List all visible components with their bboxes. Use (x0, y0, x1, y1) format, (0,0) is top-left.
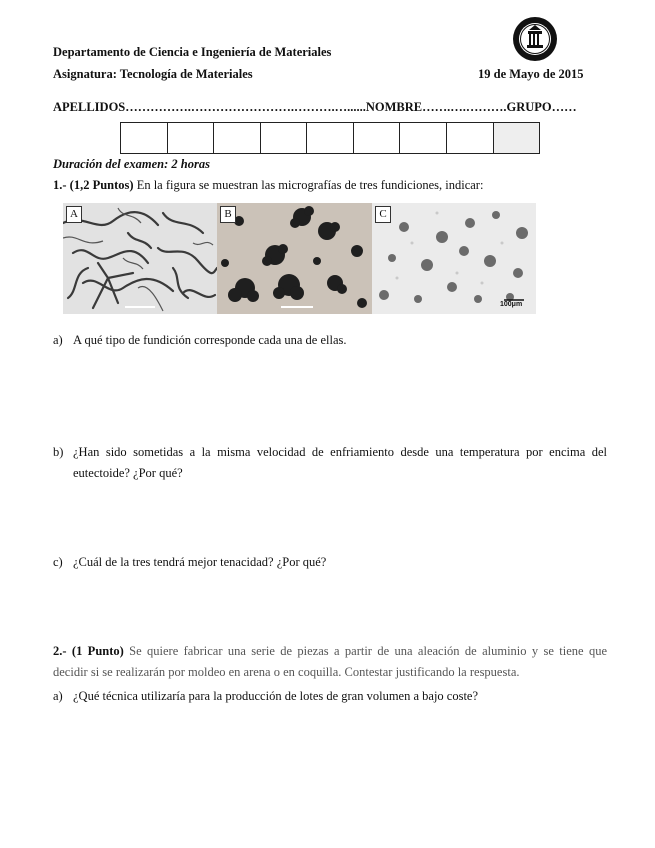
question-1-heading: 1.- (1,2 Puntos) (53, 178, 134, 192)
exam-date: 19 de Mayo de 2015 (478, 67, 584, 81)
question-1b-line2: eutectoide? ¿Por qué? (73, 466, 183, 480)
grade-cell[interactable] (354, 123, 401, 153)
exam-duration: Duración del examen: 2 horas (53, 157, 210, 171)
subject-name: Asignatura: Tecnología de Materiales (53, 67, 253, 81)
grade-cell[interactable] (121, 123, 168, 153)
question-2-heading: 2.- (1 Punto) (53, 644, 124, 658)
question-1-text: En la figura se muestran las micrografías de tres fundiciones, indicar: (136, 178, 484, 192)
question-1c-text: ¿Cuál de la tres tendrá mejor tenacidad? ¿Por qué? (73, 555, 327, 569)
micrograph-a-label: A (66, 206, 82, 223)
grade-cell[interactable] (168, 123, 215, 153)
scale-bar-label: 100μm (500, 301, 523, 308)
grupo-label: GRUPO (506, 100, 552, 114)
grupo-dots[interactable]: …… (551, 100, 577, 114)
nombre-label: NOMBRE (365, 100, 423, 114)
department-name: Departamento de Ciencia e Ingeniería de Materiales (53, 45, 332, 59)
micrograph-c (372, 203, 536, 314)
grade-grid (120, 122, 540, 154)
apellidos-dots[interactable]: …………….…………………….……….…...... (125, 100, 366, 114)
question-2-text-1: Se quiere fabricar una serie de piezas a partir de una aleación de aluminio y se tiene que (129, 644, 607, 658)
micrograph-b-label: B (220, 206, 236, 223)
grade-cell-total[interactable] (494, 123, 540, 153)
question-1a-text: A qué tipo de fundición corresponde cada una de ellas. (73, 333, 347, 347)
question-1 (53, 175, 483, 195)
nombre-dots[interactable]: …….….………. (422, 100, 507, 114)
grade-cell[interactable] (214, 123, 261, 153)
question-1c-letter: c) (53, 555, 63, 569)
question-2-line2: decidir si se realizarán por moldeo en arena o en coquilla. Contestar justificando la respuesta. (53, 665, 520, 679)
apellidos-label: APELLIDOS (53, 100, 126, 114)
micrograph-b (217, 203, 372, 314)
question-1b-letter: b) (53, 445, 64, 459)
grade-cell[interactable] (261, 123, 308, 153)
question-2a-letter: a) (53, 689, 63, 703)
micrograph-c-label: C (375, 206, 391, 223)
question-1a-letter: a) (53, 333, 63, 347)
question-2a-text: ¿Qué técnica utilizaría para la producción de lotes de gran volumen a bajo coste? (73, 689, 479, 703)
grade-cell[interactable] (400, 123, 447, 153)
university-seal-icon (511, 15, 559, 63)
grade-cell[interactable] (447, 123, 494, 153)
question-1b-line1: ¿Han sido sometidas a la misma velocidad de enfriamiento desde una temperatura por encima del (73, 445, 607, 459)
question-2-line1 (53, 641, 607, 661)
micrograph-a (63, 203, 217, 314)
identity-line (53, 100, 577, 115)
grade-cell[interactable] (307, 123, 354, 153)
